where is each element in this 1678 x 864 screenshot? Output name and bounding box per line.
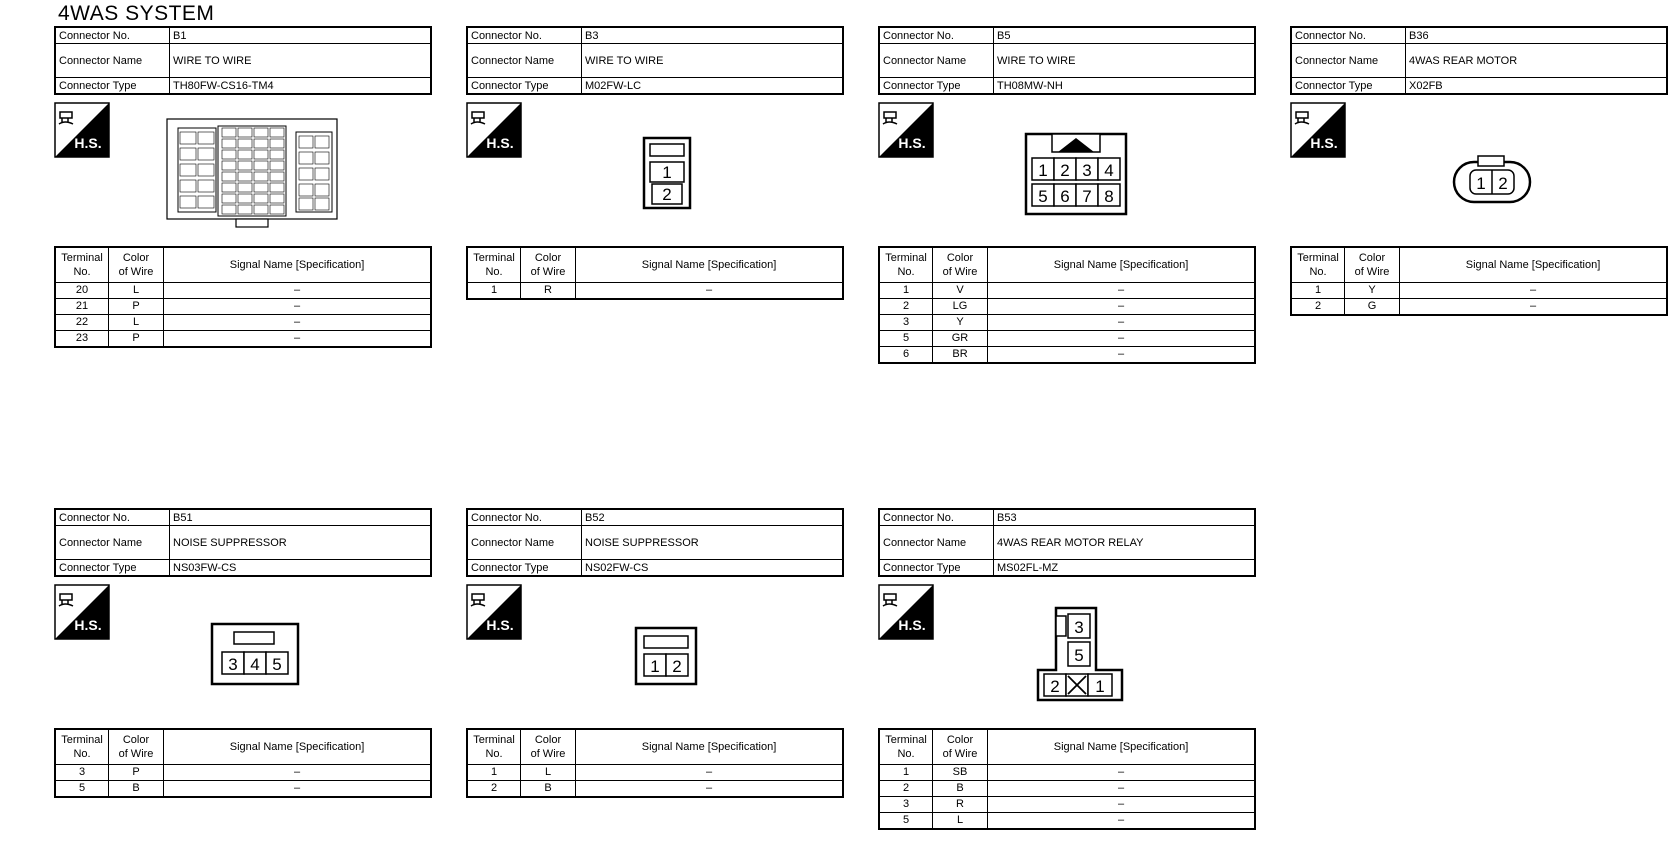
connector-b36-face-diagram (1452, 154, 1532, 206)
signal-name-header: Signal Name [Specification] (1400, 247, 1668, 283)
wire-color: GR (933, 331, 988, 347)
signal-name: – (164, 299, 432, 315)
signal-name: – (988, 331, 1256, 347)
table-row (879, 797, 1255, 813)
pin-label: 3 (1074, 618, 1084, 637)
connector-type-label: Connector Type (879, 560, 994, 577)
signal-name-header: Signal Name [Specification] (576, 247, 844, 283)
table-row (1291, 299, 1667, 316)
terminal-no-header: Terminal No. (467, 729, 521, 765)
terminal-no: 6 (879, 347, 933, 364)
terminal-no: 1 (879, 765, 933, 781)
terminal-no-header: Terminal No. (1291, 247, 1345, 283)
hs-label: H.S. (74, 617, 102, 633)
wire-color: G (1345, 299, 1400, 316)
harness-side-icon (54, 102, 110, 158)
terminal-no: 5 (55, 781, 109, 798)
connector-block-b51 (54, 508, 432, 794)
connector-name-label: Connector Name (467, 526, 582, 560)
pin-label: 2 (672, 657, 682, 676)
wire-color: L (521, 765, 576, 781)
connector-type-value: M02FW-LC (582, 78, 844, 95)
signal-name: – (988, 299, 1256, 315)
terminal-table (54, 246, 432, 348)
connector-no-value: B53 (994, 509, 1256, 526)
signal-name-header: Signal Name [Specification] (988, 729, 1256, 765)
wire-color: B (933, 781, 988, 797)
terminal-no-header: Terminal No. (467, 247, 521, 283)
harness-side-icon (878, 584, 934, 640)
connector-name-label: Connector Name (1291, 44, 1406, 78)
connector-no-value: B36 (1406, 27, 1668, 44)
connector-name-label: Connector Name (55, 526, 170, 560)
connector-block-b36 (1290, 26, 1668, 312)
terminal-no: 2 (467, 781, 521, 798)
terminal-no: 3 (55, 765, 109, 781)
table-row (879, 781, 1255, 797)
wire-color: R (933, 797, 988, 813)
connector-info-table (466, 26, 844, 95)
connector-name-label: Connector Name (879, 526, 994, 560)
connector-b52-face-diagram (634, 626, 698, 688)
signal-name: – (988, 797, 1256, 813)
connector-name-label: Connector Name (467, 44, 582, 78)
connector-block-b52 (466, 508, 844, 794)
connector-type-value: NS03FW-CS (170, 560, 432, 577)
connector-name-label: Connector Name (55, 44, 170, 78)
table-row (879, 347, 1255, 364)
terminal-table (466, 246, 844, 300)
connector-name-value: WIRE TO WIRE (994, 44, 1256, 78)
terminal-no: 22 (55, 315, 109, 331)
connector-b51-face-diagram (210, 622, 300, 688)
connector-name-value: 4WAS REAR MOTOR RELAY (994, 526, 1256, 560)
terminal-no-header: Terminal No. (879, 247, 933, 283)
signal-name: – (988, 781, 1256, 797)
terminal-table (54, 728, 432, 798)
connector-no-value: B3 (582, 27, 844, 44)
signal-name: – (988, 765, 1256, 781)
table-row (879, 331, 1255, 347)
table-row (879, 765, 1255, 781)
table-row (55, 315, 431, 331)
connector-no-value: B52 (582, 509, 844, 526)
terminal-no: 2 (1291, 299, 1345, 316)
terminal-table (878, 246, 1256, 364)
wire-color: P (109, 331, 164, 348)
connector-no-value: B51 (170, 509, 432, 526)
pin-label: 5 (1074, 646, 1084, 665)
pin-label: 8 (1104, 187, 1114, 206)
pin-label: 6 (1060, 187, 1070, 206)
signal-name-header: Signal Name [Specification] (164, 247, 432, 283)
signal-name: – (576, 765, 844, 781)
connector-no-label: Connector No. (879, 509, 994, 526)
color-of-wire-header: Color of Wire (109, 247, 164, 283)
color-of-wire-header: Color of Wire (521, 729, 576, 765)
connector-type-value: MS02FL-MZ (994, 560, 1256, 577)
terminal-no: 23 (55, 331, 109, 348)
harness-side-icon (466, 102, 522, 158)
connector-info-table (878, 26, 1256, 95)
connector-type-label: Connector Type (467, 560, 582, 577)
table-row (1291, 283, 1667, 299)
terminal-no: 1 (467, 283, 521, 300)
pin-label: 7 (1082, 187, 1092, 206)
table-row (55, 781, 431, 798)
connector-name-value: NOISE SUPPRESSOR (170, 526, 432, 560)
hs-label: H.S. (486, 135, 514, 151)
terminal-table (466, 728, 844, 798)
terminal-no: 2 (879, 781, 933, 797)
connector-name-value: NOISE SUPPRESSOR (582, 526, 844, 560)
signal-name: – (576, 283, 844, 300)
signal-name: – (988, 315, 1256, 331)
wire-color: Y (933, 315, 988, 331)
connector-type-value: NS02FW-CS (582, 560, 844, 577)
connector-no-label: Connector No. (55, 27, 170, 44)
wire-color: B (521, 781, 576, 798)
connector-no-label: Connector No. (1291, 27, 1406, 44)
terminal-table (1290, 246, 1668, 316)
table-row (879, 813, 1255, 830)
signal-name: – (576, 781, 844, 798)
pin-label: 1 (662, 163, 672, 182)
table-row (879, 315, 1255, 331)
wire-color: BR (933, 347, 988, 364)
pin-label: 1 (1095, 677, 1105, 696)
table-row (55, 299, 431, 315)
connector-block-b5 (878, 26, 1256, 360)
terminal-no: 1 (879, 283, 933, 299)
wire-color: Y (1345, 283, 1400, 299)
color-of-wire-header: Color of Wire (933, 729, 988, 765)
terminal-no: 3 (879, 315, 933, 331)
pin-label: 1 (650, 657, 660, 676)
connector-block-b1 (54, 26, 432, 344)
table-row (879, 299, 1255, 315)
signal-name: – (988, 283, 1256, 299)
pin-label: 5 (1038, 187, 1048, 206)
wire-color: L (109, 315, 164, 331)
pin-label: 1 (1476, 174, 1486, 193)
color-of-wire-header: Color of Wire (933, 247, 988, 283)
connector-b53-face-diagram (1036, 606, 1126, 704)
harness-side-icon (466, 584, 522, 640)
hs-label: H.S. (898, 135, 926, 151)
pin-label: 2 (1060, 161, 1070, 180)
connector-b3-face-diagram (642, 136, 694, 212)
hs-label: H.S. (1310, 135, 1338, 151)
terminal-no: 2 (879, 299, 933, 315)
connector-block-b3 (466, 26, 844, 296)
harness-side-icon (54, 584, 110, 640)
signal-name: – (988, 813, 1256, 830)
connector-info-table (54, 508, 432, 577)
signal-name-header: Signal Name [Specification] (576, 729, 844, 765)
wire-color: SB (933, 765, 988, 781)
connector-type-value: TH08MW-NH (994, 78, 1256, 95)
signal-name: – (1400, 283, 1668, 299)
connector-name-value: 4WAS REAR MOTOR (1406, 44, 1668, 78)
signal-name: – (164, 765, 432, 781)
connector-info-table (466, 508, 844, 577)
harness-side-icon (878, 102, 934, 158)
terminal-no: 5 (879, 813, 933, 830)
signal-name: – (164, 331, 432, 348)
connector-no-label: Connector No. (467, 27, 582, 44)
connector-type-label: Connector Type (879, 78, 994, 95)
wire-color: L (933, 813, 988, 830)
connector-type-value: X02FB (1406, 78, 1668, 95)
terminal-no-header: Terminal No. (55, 247, 109, 283)
wire-color: LG (933, 299, 988, 315)
connector-b5-face-diagram (1024, 132, 1128, 216)
signal-name: – (1400, 299, 1668, 316)
hs-label: H.S. (898, 617, 926, 633)
connector-name-value: WIRE TO WIRE (170, 44, 432, 78)
signal-name: – (164, 283, 432, 299)
hs-label: H.S. (486, 617, 514, 633)
pin-label: 3 (228, 655, 238, 674)
connector-no-value: B5 (994, 27, 1256, 44)
table-row (879, 283, 1255, 299)
terminal-no-header: Terminal No. (55, 729, 109, 765)
signal-name-header: Signal Name [Specification] (988, 247, 1256, 283)
connector-no-value: B1 (170, 27, 432, 44)
terminal-no: 3 (879, 797, 933, 813)
wire-color: B (109, 781, 164, 798)
wire-color: R (521, 283, 576, 300)
harness-side-icon (1290, 102, 1346, 158)
connector-type-label: Connector Type (55, 560, 170, 577)
connector-name-value: WIRE TO WIRE (582, 44, 844, 78)
pin-label: 3 (1082, 161, 1092, 180)
hs-label: H.S. (74, 135, 102, 151)
table-row (467, 781, 843, 798)
table-row (467, 765, 843, 781)
terminal-no: 20 (55, 283, 109, 299)
pin-label: 1 (1038, 161, 1048, 180)
color-of-wire-header: Color of Wire (521, 247, 576, 283)
connector-type-label: Connector Type (55, 78, 170, 95)
table-row (55, 331, 431, 348)
color-of-wire-header: Color of Wire (109, 729, 164, 765)
pin-label: 2 (662, 185, 672, 204)
signal-name: – (988, 347, 1256, 364)
connector-no-label: Connector No. (879, 27, 994, 44)
table-row (55, 765, 431, 781)
signal-name: – (164, 781, 432, 798)
pin-label: 2 (1498, 174, 1508, 193)
pin-label: 5 (272, 655, 282, 674)
wire-color: P (109, 299, 164, 315)
signal-name-header: Signal Name [Specification] (164, 729, 432, 765)
connector-name-label: Connector Name (879, 44, 994, 78)
connector-b1-face-diagram (166, 118, 338, 230)
connector-info-table (878, 508, 1256, 577)
connector-block-b53 (878, 508, 1256, 826)
connector-type-label: Connector Type (1291, 78, 1406, 95)
connector-type-label: Connector Type (467, 78, 582, 95)
pin-label: 2 (1050, 677, 1060, 696)
color-of-wire-header: Color of Wire (1345, 247, 1400, 283)
wire-color: P (109, 765, 164, 781)
terminal-no: 21 (55, 299, 109, 315)
connector-no-label: Connector No. (55, 509, 170, 526)
connector-no-label: Connector No. (467, 509, 582, 526)
table-row (55, 283, 431, 299)
terminal-no: 1 (467, 765, 521, 781)
connector-type-value: TH80FW-CS16-TM4 (170, 78, 432, 95)
signal-name: – (164, 315, 432, 331)
wire-color: L (109, 283, 164, 299)
page-title: 4WAS SYSTEM (58, 2, 215, 25)
terminal-no-header: Terminal No. (879, 729, 933, 765)
connector-info-table (54, 26, 432, 95)
terminal-no: 5 (879, 331, 933, 347)
connector-info-table (1290, 26, 1668, 95)
pin-label: 4 (1104, 161, 1114, 180)
terminal-table (878, 728, 1256, 830)
pin-label: 4 (250, 655, 260, 674)
terminal-no: 1 (1291, 283, 1345, 299)
wire-color: V (933, 283, 988, 299)
table-row (467, 283, 843, 300)
